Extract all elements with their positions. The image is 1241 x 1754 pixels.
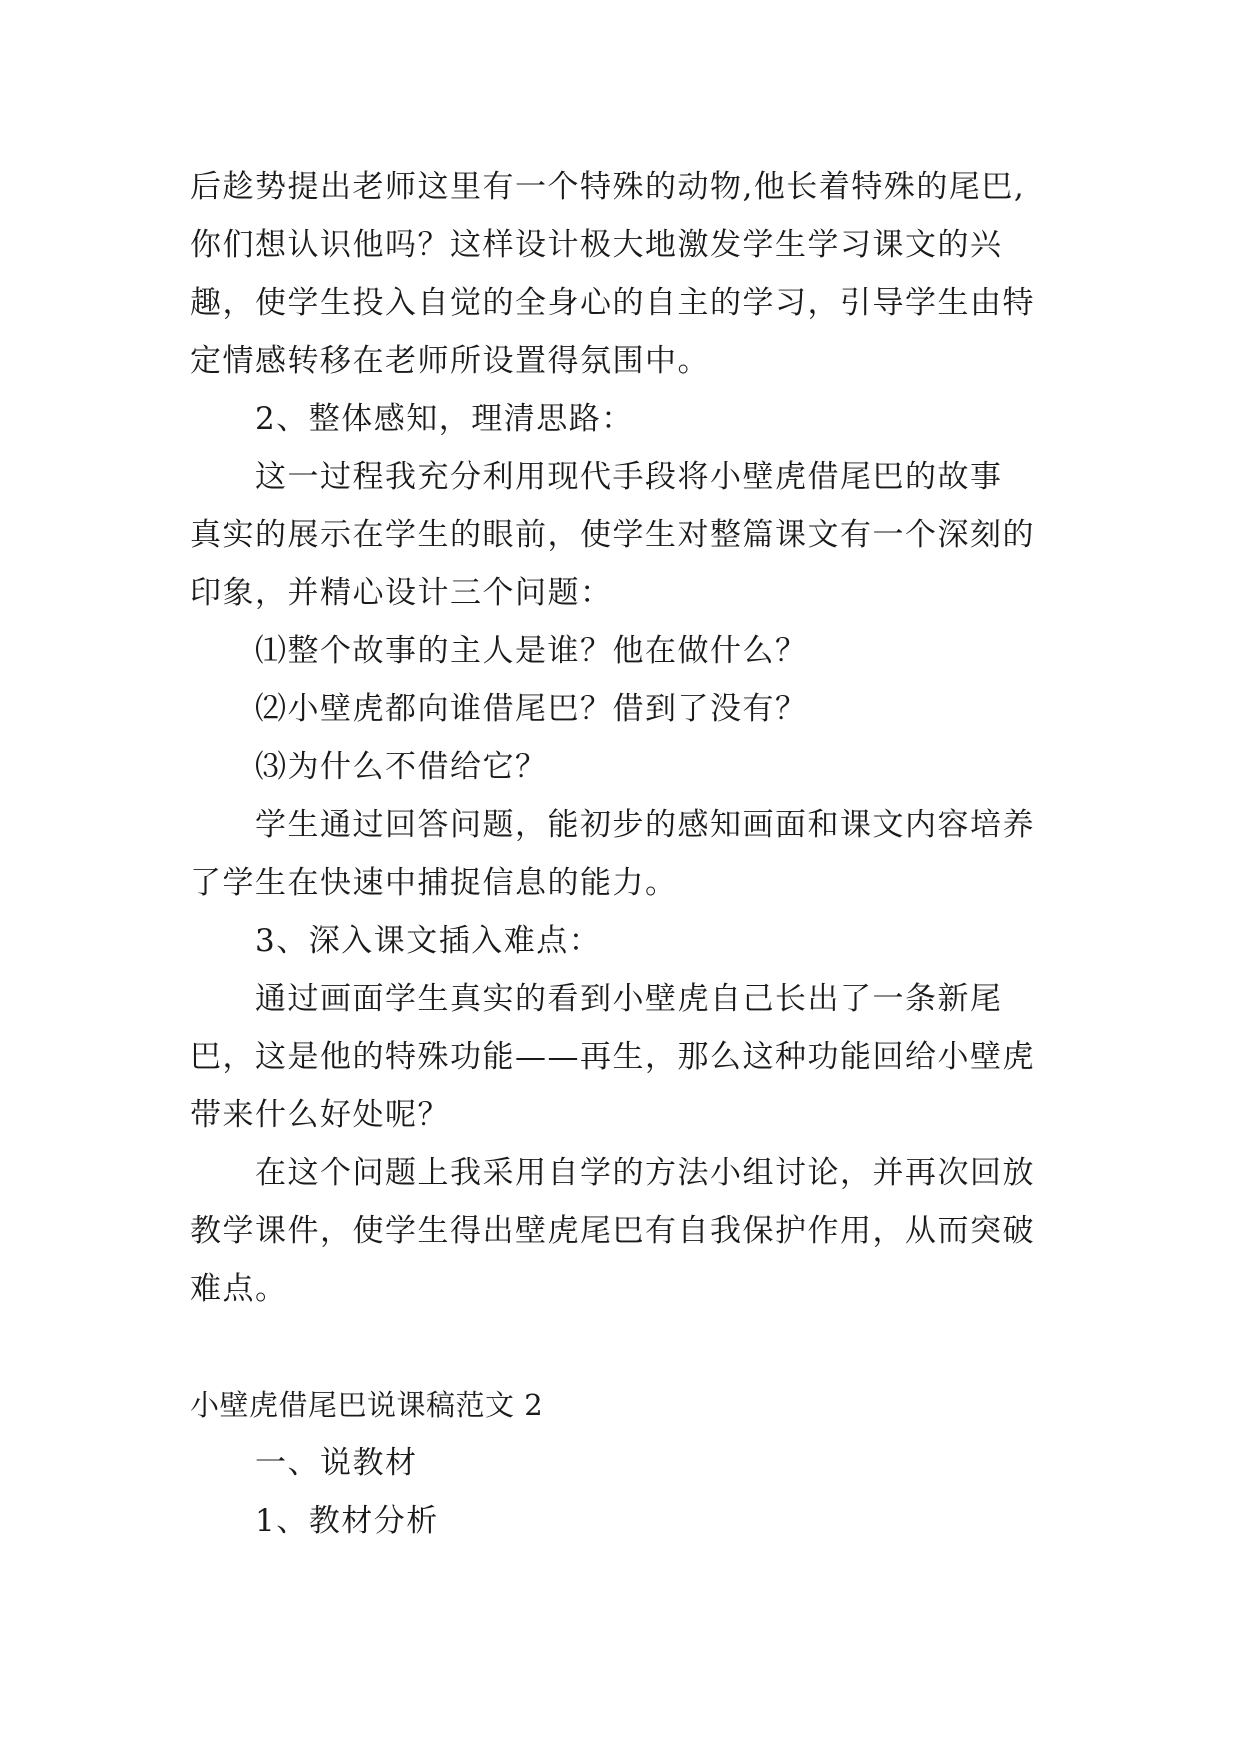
section-heading: 3、深入课文插入难点： (255, 923, 602, 959)
paragraph-line: 定情感转移在老师所设置得氛围中。 (190, 343, 710, 379)
paragraph-line: 难点。 (190, 1271, 288, 1307)
paragraph-line: 这一过程我充分利用现代手段将小壁虎借尾巴的故事 (255, 459, 1003, 495)
paragraph-line: 趣，使学生投入自觉的全身心的自主的学习，引导学生由特 (190, 285, 1035, 321)
paragraph-line: 后趁势提出老师这里有一个特殊的动物,他长着特殊的尾巴, (190, 169, 1026, 205)
paragraph-line: 你们想认识他吗？这样设计极大地激发学生学习课文的兴 (190, 227, 1003, 263)
paragraph-line: 了学生在快速中捕捉信息的能力。 (190, 865, 678, 901)
paragraph-line: 在这个问题上我采用自学的方法小组讨论，并再次回放 (255, 1155, 1035, 1191)
paragraph-line: 印象，并精心设计三个问题： (190, 575, 613, 611)
paragraph-line: 带来什么好处呢？ (190, 1097, 450, 1133)
paragraph-line: 巴，这是他的特殊功能——再生，那么这种功能回给小壁虎 (190, 1039, 1035, 1075)
paragraph-line: 真实的展示在学生的眼前，使学生对整篇课文有一个深刻的 (190, 517, 1035, 553)
paragraph-line: 学生通过回答问题，能初步的感知画面和课文内容培养 (255, 807, 1035, 843)
section-heading: 一、说教材 (255, 1445, 418, 1481)
question-item: ⑴整个故事的主人是谁？他在做什么？ (255, 633, 808, 669)
section-heading: 2、整体感知，理清思路： (255, 401, 634, 437)
question-item: ⑶为什么不借给它？ (255, 749, 548, 785)
paragraph-line: 教学课件，使学生得出壁虎尾巴有自我保护作用，从而突破 (190, 1213, 1035, 1249)
document-title: 小壁虎借尾巴说课稿范文 2 (190, 1388, 544, 1422)
subsection-heading: 1、教材分析 (255, 1503, 439, 1539)
paragraph-line: 通过画面学生真实的看到小壁虎自己长出了一条新尾 (255, 981, 1003, 1017)
question-item: ⑵小壁虎都向谁借尾巴？借到了没有？ (255, 691, 808, 727)
